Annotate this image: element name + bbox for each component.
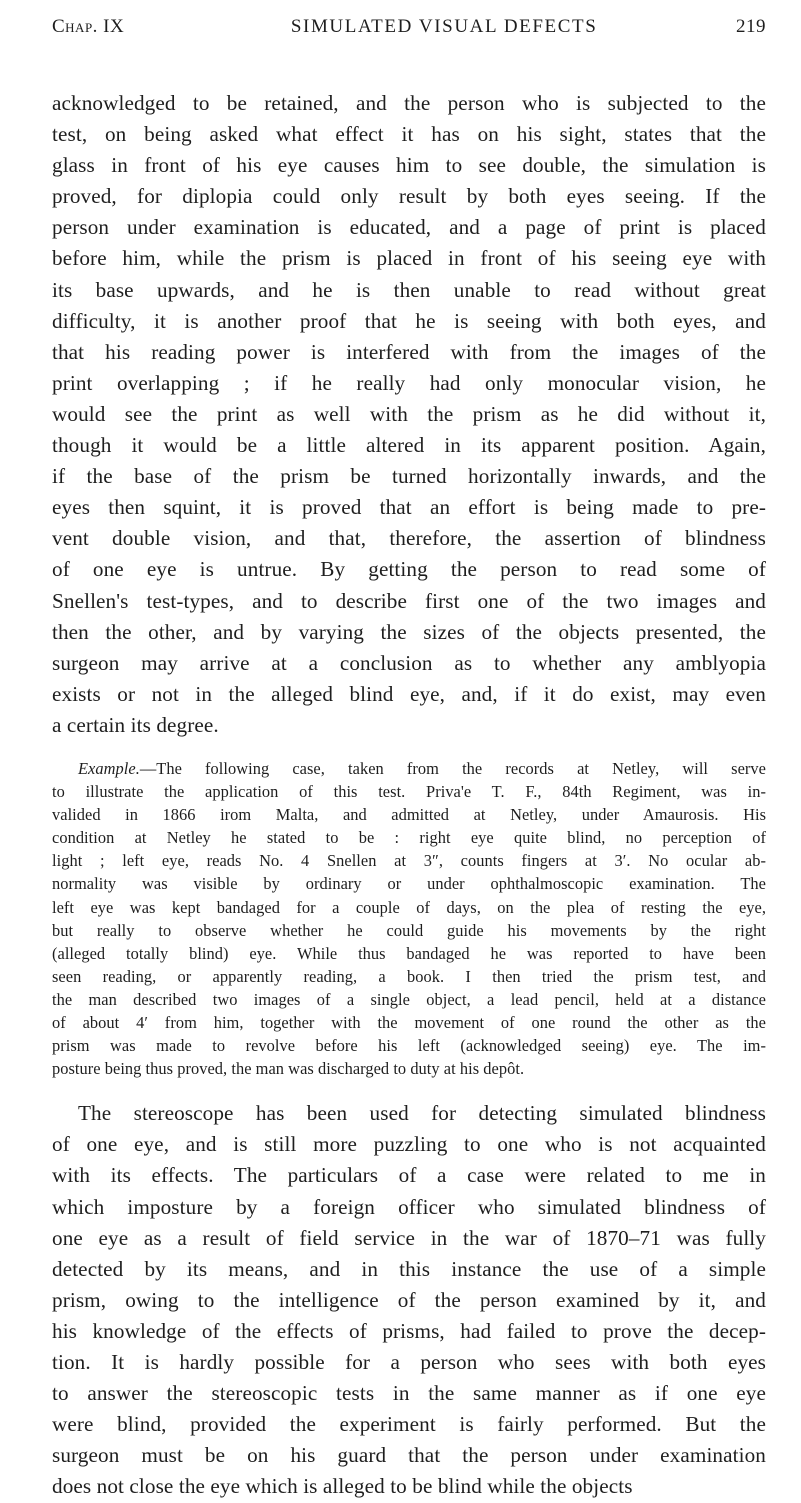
chapter-title: SIMULATED VISUAL DEFECTS — [290, 16, 598, 37]
text-line: person under examination is educated, and a page of print is placed — [52, 215, 766, 240]
text-line: which imposture by a foreign officer who simulated blindness of — [52, 1194, 766, 1219]
text-line: normality was visible by ordinary or under ophthalmoscopic examination. The — [52, 874, 766, 894]
text-line: the man described two images of a single object, a lead pencil, held at a distance — [52, 989, 766, 1009]
text-line: detected by its means, and in this instance the use of a simple — [52, 1256, 766, 1281]
running-head — [52, 16, 766, 46]
text-line: his knowledge of the effects of prisms, had failed to prove the decep- — [52, 1318, 766, 1343]
text-line: would see the print as well with the prism as he did without it, — [52, 401, 766, 426]
text-line: to illustrate the application of this test. Priva'e T. F., 84th Regiment, was in- — [52, 782, 766, 802]
example-first-line-rest: —The following case, taken from the records at Netley, will serve — [139, 758, 766, 778]
text-line: left eye was kept bandaged for a couple of days, on the plea of resting the eye, — [52, 897, 766, 917]
text-line: a certain its degree. — [52, 712, 219, 737]
page-number: 219 — [735, 16, 766, 37]
text-line: The stereoscope has been used for detecting simulated blindness — [78, 1101, 766, 1126]
text-line: before him, while the prism is placed in front of his seeing eye with — [52, 246, 766, 271]
text-line: condition at Netley he stated to be : right eye quite blind, no perception of — [52, 828, 766, 848]
text-line: print overlapping ; if he really had only monocular vision, he — [52, 370, 766, 395]
text-line: of one eye is untrue. By getting the person to read some of — [52, 557, 766, 582]
text-line: of one eye, and is still more puzzling to one who is not acquainted — [52, 1132, 766, 1157]
text-line: but really to observe whether he could guide his movements by the right — [52, 920, 766, 940]
text-line: prism was made to revolve before his left (acknowledged seeing) eye. The im- — [52, 1036, 766, 1056]
text-line: seen reading, or apparently reading, a book. I then tried the prism test, and — [52, 966, 766, 986]
text-line: then the other, and by varying the sizes of the objects presented, the — [52, 619, 766, 644]
example-case — [52, 757, 766, 1080]
example-label: Example. — [78, 758, 140, 778]
text-line: vent double vision, and that, therefore, the assertion of blindness — [52, 526, 766, 551]
example-first-line — [52, 757, 766, 780]
text-line: tion. It is hardly possible for a person who sees with both eyes — [52, 1350, 766, 1375]
text-line: with its effects. The particulars of a case were related to me in — [52, 1163, 766, 1188]
text-line: if the base of the prism be turned horizontally inwards, and the — [52, 464, 766, 489]
text-line: though it would be a little altered in its apparent position. Again, — [52, 433, 766, 458]
text-line: valided in 1866 irom Malta, and admitted at Netley, under Amaurosis. His — [52, 805, 766, 825]
text-line: of about 4′ from him, together with the movement of one round the other as the — [52, 1013, 766, 1032]
chapter-label: Chap. IX — [52, 16, 125, 37]
paragraph-stereoscope — [52, 1098, 766, 1502]
text-line: surgeon may arrive at a conclusion as to whether any amblyopia — [52, 650, 766, 675]
text-line: acknowledged to be retained, and the person who is subjected to the — [52, 91, 766, 115]
text-line: that his reading power is interfered with from the images of the — [52, 339, 766, 364]
paragraph-prism-test — [52, 88, 766, 741]
text-line: its base upwards, and he is then unable to read without great — [52, 277, 766, 302]
text-line: glass in front of his eye causes him to see double, the simulation is — [52, 153, 766, 178]
text-line: were blind, provided the experiment is fairly performed. But the — [52, 1412, 766, 1437]
text-line: surgeon must be on his guard that the person under examination — [52, 1443, 766, 1468]
text-line: test, on being asked what effect it has on his sight, states that the — [52, 122, 766, 147]
book-page — [52, 16, 766, 1503]
text-line: Snellen's test-types, and to describe first one of the two images and — [52, 588, 766, 613]
text-line: light ; left eye, reads No. 4 Snellen at 3″, counts fingers at 3′. No ocular ab- — [52, 851, 766, 871]
text-line: (alleged totally blind) eye. While thus bandaged he was reported to have been — [52, 943, 766, 963]
text-line: posture being thus proved, the man was discharged to duty at his depôt. — [52, 1059, 525, 1079]
text-line: eyes then squint, it is proved that an effort is being made to pre- — [52, 495, 766, 520]
text-line: prism, owing to the intelligence of the person examined by it, and — [52, 1287, 766, 1312]
text-line: difficulty, it is another proof that he is seeing with both eyes, and — [52, 308, 766, 333]
text-line: one eye as a result of field service in the war of 1870–71 was fully — [52, 1225, 766, 1250]
text-line: exists or not in the alleged blind eye, and, if it do exist, may even — [52, 681, 766, 706]
text-line: does not close the eye which is alleged to be blind while the objects — [52, 1474, 633, 1499]
text-line: proved, for diplopia could only result by both eyes seeing. If the — [52, 184, 766, 209]
text-line: to answer the stereoscopic tests in the same manner as if one eye — [52, 1381, 766, 1406]
